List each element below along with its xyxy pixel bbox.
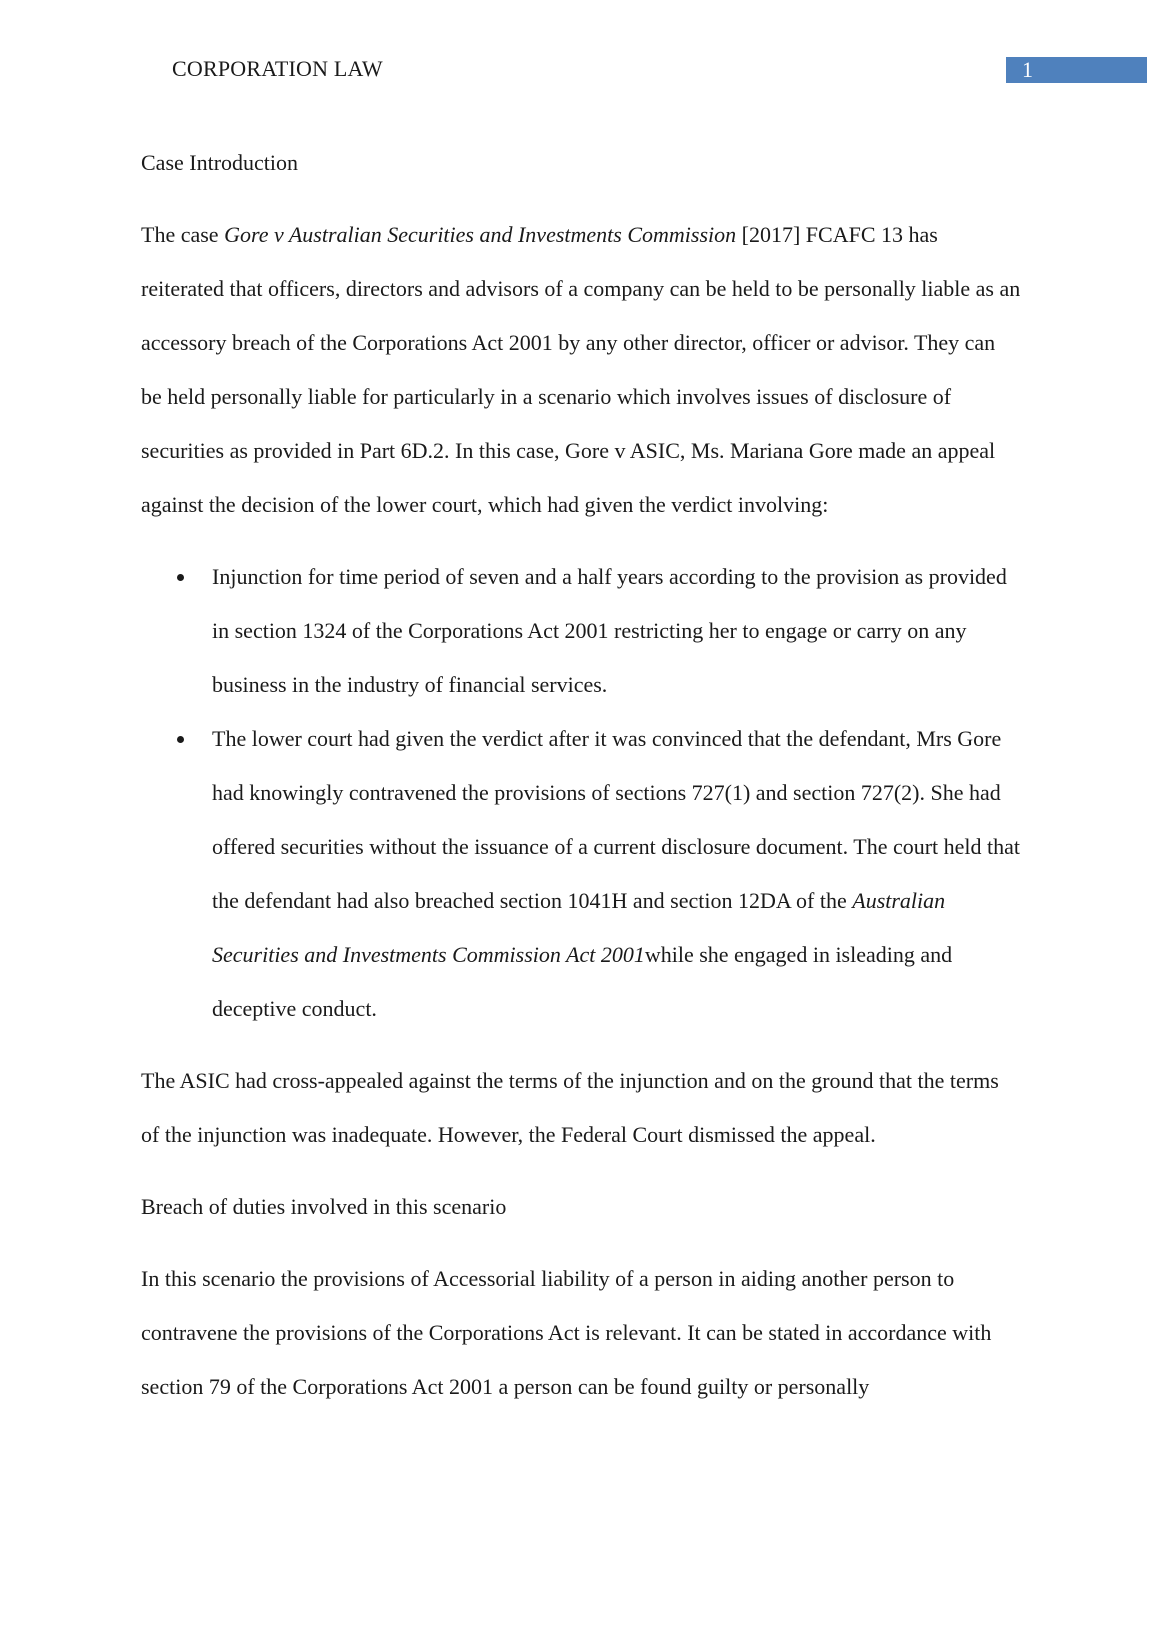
page-number: 1 (1022, 57, 1033, 82)
case-name-italic: Gore v Australian Securities and Investments Commission (224, 222, 737, 247)
paragraph-cross-appeal: The ASIC had cross-appealed against the terms of the injunction and on the ground that the terms of the injunction was inadequate. However, the Federal Court dismissed the appeal. (141, 1068, 999, 1147)
paragraph-accessorial-liability: In this scenario the provisions of Accessorial liability of a person in aiding another person to contravene the provisions of the Corporations Act is relevant. It can be stated in accordance with section 79 of the Corporations Act 2001 a person can be found guilty or personally (141, 1266, 992, 1399)
bullet-text: The lower court had given the verdict after it was convinced that the defendant, Mrs Gore had knowingly contravened the provisions of sections 727(1) and section 727(2). She had offered securities without the issuance of a current disclosure document. The court held that the defendant had also breached section 1041H and section 12DA of the (212, 726, 1021, 913)
act-name-italic: Australian Securities and Investments Commission Act 2001 (212, 888, 946, 967)
running-header-title: CORPORATION LAW (172, 56, 383, 81)
bullet-text: Injunction for time period of seven and a half years according to the provision as provided in section 1324 of the Corporations Act 2001 restricting her to engage or carry on any business in the industry of financial services. (212, 564, 1007, 697)
paragraph-case-summary (141, 208, 1021, 532)
document-body (141, 136, 1021, 1432)
list-item (141, 712, 1021, 1036)
section-heading-breach-of-duties: Breach of duties involved in this scenario (141, 1194, 507, 1219)
text-run: The case (141, 222, 225, 247)
text-run: [2017] FCAFC 13 has reiterated that officers, directors and advisors of a company can be held to be personally liable as an accessory breach of the Corporations Act 2001 by any other director, officer or advisor. They can be held personally liable for particularly in a scenario which involves issues of disclosure of securities as provided in Part 6D.2. In this case, Gore v ASIC, Ms. Mariana Gore made an appeal against the decision of the lower court, which had given the verdict involving: (141, 222, 1021, 517)
page-number-badge (1006, 57, 1147, 83)
verdict-bullet-list (141, 550, 1021, 1036)
section-heading-case-introduction: Case Introduction (141, 150, 299, 175)
bullet-text: while she engaged in isleading and deceptive conduct. (212, 942, 953, 1021)
list-item (141, 550, 1021, 712)
